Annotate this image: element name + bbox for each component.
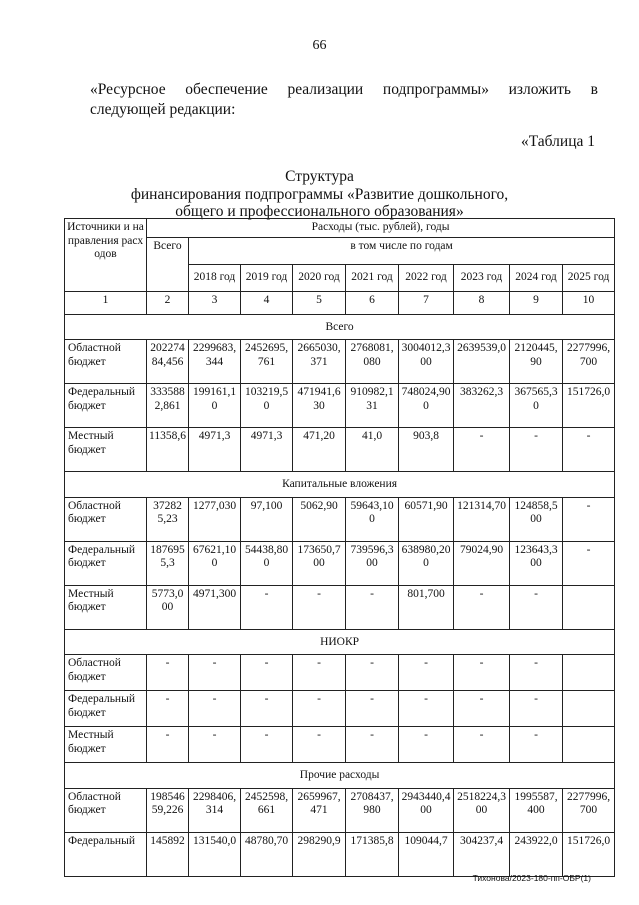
table-row	[65, 788, 615, 832]
table-cell: -	[241, 585, 293, 629]
table-cell: 123643,300	[510, 541, 563, 585]
year-header-8: 2025 год	[563, 264, 615, 291]
table-cell: -	[346, 655, 399, 691]
column-number-4: 4	[241, 291, 293, 314]
section-row	[65, 314, 615, 340]
table-cell: 151726,0	[563, 384, 615, 428]
table-cell: 910982,131	[346, 384, 399, 428]
column-number-row	[65, 291, 615, 314]
table-cell: -	[510, 727, 563, 763]
table-cell: 121314,70	[454, 497, 510, 541]
table-cell: -	[563, 428, 615, 472]
year-header-3: 2020 год	[293, 264, 346, 291]
table-cell: 638980,200	[399, 541, 454, 585]
title-line-2: финансирования подпрограммы «Развитие дошкольного,	[130, 185, 509, 203]
table-cell: 11358,6	[147, 428, 189, 472]
year-header-2: 2019 год	[241, 264, 293, 291]
table-row	[65, 691, 615, 727]
table-cell: -	[189, 691, 241, 727]
table-cell: 2452598,661	[241, 788, 293, 832]
table-reference: «Таблица 1	[520, 133, 595, 150]
table-cell: 67621,100	[189, 541, 241, 585]
table-cell: 4971,3	[241, 428, 293, 472]
table-cell: 5773,000	[147, 585, 189, 629]
table-cell: 60571,90	[399, 497, 454, 541]
column-number-5: 5	[293, 291, 346, 314]
row-source: Федеральный бюджет	[65, 691, 147, 727]
table-row	[65, 832, 615, 876]
table-cell: 2299683,344	[189, 340, 241, 384]
table-row	[65, 541, 615, 585]
section-title: Всего	[65, 314, 615, 340]
row-source: Областной бюджет	[65, 788, 147, 832]
table-cell: 79024,90	[454, 541, 510, 585]
table-row	[65, 497, 615, 541]
table-cell: -	[510, 691, 563, 727]
table-cell: 2277996,700	[563, 340, 615, 384]
section-row	[65, 629, 615, 655]
row-source: Местный бюджет	[65, 585, 147, 629]
table-cell: 59643,100	[346, 497, 399, 541]
table-cell: 145892	[147, 832, 189, 876]
row-source: Местный бюджет	[65, 727, 147, 763]
table-cell: -	[346, 727, 399, 763]
table-cell: -	[510, 655, 563, 691]
table-cell: 748024,900	[399, 384, 454, 428]
table-cell: 243922,0	[510, 832, 563, 876]
row-source: Федеральный бюджет	[65, 541, 147, 585]
year-header-7: 2024 год	[510, 264, 563, 291]
table-cell: -	[399, 655, 454, 691]
table-cell: 41,0	[346, 428, 399, 472]
column-number-8: 8	[454, 291, 510, 314]
table-cell: 903,8	[399, 428, 454, 472]
table-cell: -	[293, 691, 346, 727]
table-cell: 2708437,980	[346, 788, 399, 832]
row-source: Областной бюджет	[65, 655, 147, 691]
year-header-4: 2021 год	[346, 264, 399, 291]
table-cell: -	[454, 691, 510, 727]
section-row	[65, 763, 615, 789]
table-cell: 97,100	[241, 497, 293, 541]
column-number-7: 7	[399, 291, 454, 314]
table-cell: -	[346, 691, 399, 727]
financing-table	[64, 218, 615, 877]
page-number: 66	[312, 38, 327, 53]
table-row	[65, 655, 615, 691]
table-cell: -	[189, 655, 241, 691]
table-cell: 1995587,400	[510, 788, 563, 832]
table-row	[65, 340, 615, 384]
table-cell: -	[399, 691, 454, 727]
table-cell: 2298406,314	[189, 788, 241, 832]
table-row	[65, 727, 615, 763]
section-title: Прочие расходы	[65, 763, 615, 789]
year-header-5: 2022 год	[399, 264, 454, 291]
table-cell	[563, 655, 615, 691]
table-cell: 109044,7	[399, 832, 454, 876]
table-cell: -	[147, 691, 189, 727]
table-cell: 739596,300	[346, 541, 399, 585]
table-cell: 3004012,300	[399, 340, 454, 384]
table-cell: 304237,4	[454, 832, 510, 876]
header-total: Всего	[147, 237, 189, 291]
column-number-10: 10	[563, 291, 615, 314]
table-cell: -	[293, 655, 346, 691]
table-cell: 2277996,700	[563, 788, 615, 832]
table-cell: -	[454, 428, 510, 472]
table-cell: -	[293, 727, 346, 763]
table-cell: -	[454, 585, 510, 629]
table-cell: -	[510, 585, 563, 629]
table-cell: -	[147, 655, 189, 691]
table-cell: -	[454, 655, 510, 691]
column-number-1: 1	[65, 291, 147, 314]
table-cell: 298290,9	[293, 832, 346, 876]
year-header-1: 2018 год	[189, 264, 241, 291]
table-title	[0, 168, 639, 221]
table-cell: 1277,030	[189, 497, 241, 541]
table-cell: -	[241, 655, 293, 691]
table-cell: 471,20	[293, 428, 346, 472]
table-cell	[563, 727, 615, 763]
table-cell: 2518224,300	[454, 788, 510, 832]
table-cell: 2452695,761	[241, 340, 293, 384]
table-cell: 4971,300	[189, 585, 241, 629]
table-cell: 2943440,400	[399, 788, 454, 832]
table-cell: 383262,3	[454, 384, 510, 428]
header-sources: Источники и направления расходов	[65, 219, 147, 292]
table-cell: 124858,500	[510, 497, 563, 541]
table-cell: 20227484,456	[147, 340, 189, 384]
table-cell: -	[241, 691, 293, 727]
table-row	[65, 428, 615, 472]
table-cell: 131540,0	[189, 832, 241, 876]
table-cell: -	[399, 727, 454, 763]
table-cell: 199161,10	[189, 384, 241, 428]
table-cell: 151726,0	[563, 832, 615, 876]
column-number-9: 9	[510, 291, 563, 314]
table-cell: 471941,630	[293, 384, 346, 428]
table-cell: -	[293, 585, 346, 629]
table-cell: -	[510, 428, 563, 472]
header-expenses: Расходы (тыс. рублей), годы	[147, 219, 615, 238]
table-cell: 103219,50	[241, 384, 293, 428]
table-cell: -	[563, 497, 615, 541]
header-by-years: в том числе по годам	[189, 237, 615, 264]
table-cell: 801,700	[399, 585, 454, 629]
table-cell: 2639539,0	[454, 340, 510, 384]
table-cell: 4971,3	[189, 428, 241, 472]
section-title: Капитальные вложения	[65, 472, 615, 498]
row-source: Местный бюджет	[65, 428, 147, 472]
table-cell: 1876955,3	[147, 541, 189, 585]
table-cell: 48780,70	[241, 832, 293, 876]
row-source: Областной бюджет	[65, 340, 147, 384]
title-line-3: общего и профессионального образования»	[175, 203, 464, 220]
row-source: Федеральный	[65, 832, 147, 876]
table-cell: 171385,8	[346, 832, 399, 876]
table-cell: 2768081,080	[346, 340, 399, 384]
year-header-6: 2023 год	[454, 264, 510, 291]
row-source: Областной бюджет	[65, 497, 147, 541]
column-number-2: 2	[147, 291, 189, 314]
table-cell: -	[346, 585, 399, 629]
table-cell: -	[189, 727, 241, 763]
section-row	[65, 472, 615, 498]
row-source: Федеральный бюджет	[65, 384, 147, 428]
section-title: НИОКР	[65, 629, 615, 655]
table-cell	[563, 585, 615, 629]
table-cell: -	[454, 727, 510, 763]
table-row	[65, 585, 615, 629]
table-cell: 19854659,226	[147, 788, 189, 832]
table-row	[65, 384, 615, 428]
column-number-3: 3	[189, 291, 241, 314]
table-cell: -	[147, 727, 189, 763]
table-cell: 2659967,471	[293, 788, 346, 832]
table-cell: 372825,23	[147, 497, 189, 541]
title-line-1: Структура	[285, 168, 354, 185]
table-cell	[563, 691, 615, 727]
intro-paragraph: «Ресурсное обеспечение реализации подпрограммы» изложить в следующей редакции:	[90, 81, 598, 118]
table-cell: 3335882,861	[147, 384, 189, 428]
table-cell: -	[241, 727, 293, 763]
table-cell: 173650,700	[293, 541, 346, 585]
table-cell: 54438,800	[241, 541, 293, 585]
column-number-6: 6	[346, 291, 399, 314]
table-cell: -	[563, 541, 615, 585]
table-cell: 2665030,371	[293, 340, 346, 384]
table-cell: 2120445,90	[510, 340, 563, 384]
document-code: Тихонова/2023-180-пп-ОБР(1)	[472, 873, 591, 883]
table-cell: 367565,30	[510, 384, 563, 428]
table-cell: 5062,90	[293, 497, 346, 541]
